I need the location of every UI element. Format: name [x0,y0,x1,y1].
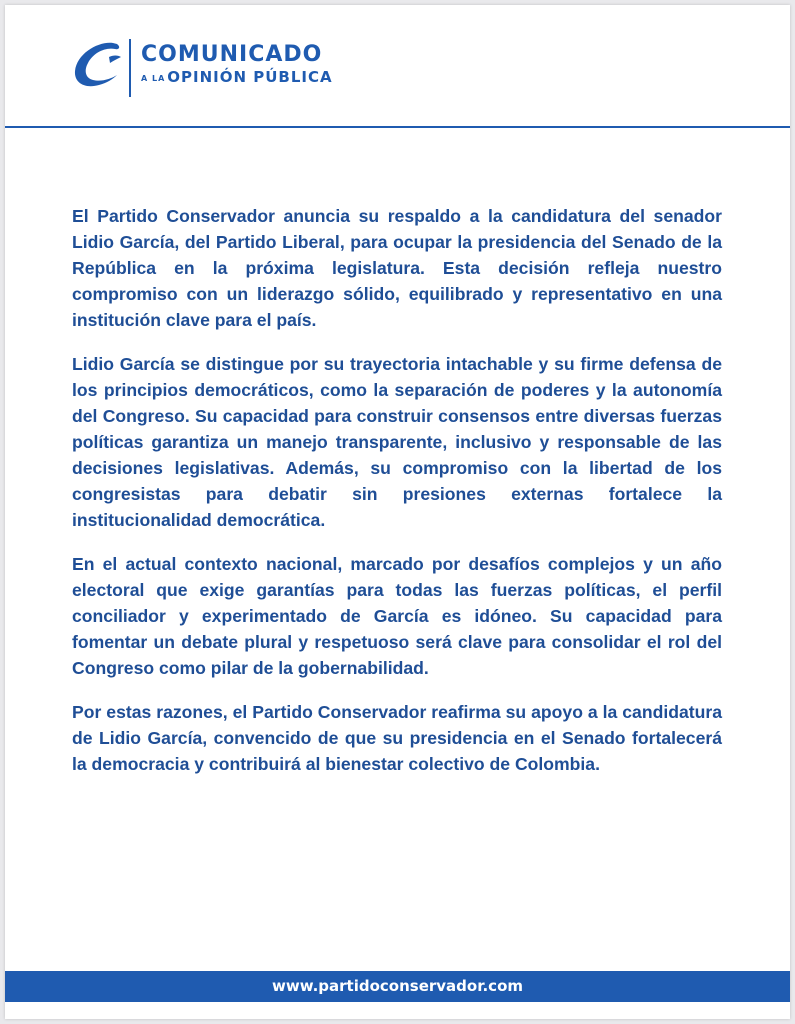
header-title: COMUNICADO [141,42,323,67]
footer-website: www.partidoconservador.com [271,977,524,995]
paragraph-2: Lidio García se distingue por su trayectoria intachable y su firme defensa de los principios democráticos, como la separación de poderes y la autonomía del Congreso. Su capacidad para construir consensos entre diversas fuerzas políticas garantiza un manejo transparente, inclusivo y responsable de las decisiones legislativas. Además, su compromiso con la libertad de los congresistas para debatir sin presiones externas fortalece la institucionalidad democrática. [72,354,722,530]
document-page [5,5,790,1019]
paragraph-4: Por estas razones, el Partido Conservador reafirma su apoyo a la candidatura de Lidio García, convencido de que su presidencia en el Senado fortalecerá la democracia y contribuirá al bienestar colectivo de Colombia. [72,702,722,774]
header-subtitle-prefix: A LA [141,74,166,83]
letterhead [5,5,790,127]
logo-divider [129,39,131,97]
partido-conservador-c-logo-icon [69,39,129,91]
paragraph-1: El Partido Conservador anuncia su respaldo a la candidatura del senador Lidio García, del Partido Liberal, para ocupar la presidencia del Senado de la República en la próxima legislatura. Esta decisión refleja nuestro compromiso con un liderazgo sólido, equilibrado y representativo en una institución clave para el país. [72,206,722,330]
statement-body [72,203,722,795]
header-subtitle-main: OPINIÓN PÚBLICA [167,68,333,86]
header-subtitle [141,68,333,88]
paragraph-3: En el actual contexto nacional, marcado por desafíos complejos y un año electoral que exige garantías para todas las fuerzas políticas, el perfil conciliador y experimentado de García es idóneo. Su capacidad para fomentar un debate plural y respetuoso será clave para consolidar el rol del Congreso como pilar de la gobernabilidad. [72,554,722,678]
header-divider [5,126,790,128]
footer-bar [5,971,790,1002]
